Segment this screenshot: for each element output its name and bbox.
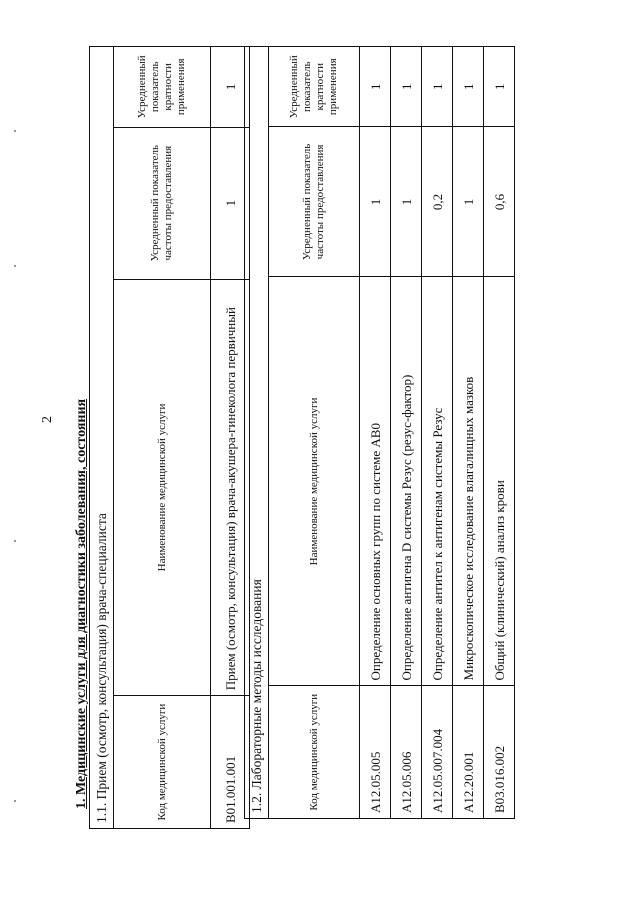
- cell-multiplicity: 1: [484, 47, 515, 127]
- table-title-row: [90, 47, 114, 829]
- cell-code: A12.05.006: [391, 686, 422, 819]
- table-header-row: [269, 47, 360, 819]
- cell-code: B01.001.001: [211, 696, 250, 829]
- cell-multiplicity: 1: [211, 47, 250, 128]
- cell-name: Общий (клинический) анализ крови: [484, 277, 515, 686]
- cell-code: A12.05.005: [360, 686, 391, 819]
- cell-multiplicity: 1: [422, 47, 453, 127]
- cell-frequency: 1: [360, 127, 391, 277]
- table-row: [360, 47, 391, 819]
- section-heading: 1. Медицинские услуги для диагностики заболевания, состояния: [74, 398, 89, 809]
- table-header-row: [114, 47, 211, 829]
- consultation-table: [89, 46, 250, 829]
- cell-code: A12.20.001: [453, 686, 484, 819]
- table-title: 1.1. Прием (осмотр, консультация) врача-специалиста: [90, 47, 114, 829]
- header-code: Код медицинской услуги: [269, 686, 360, 819]
- table-row: [422, 47, 453, 819]
- cell-name: Определение основных групп по системе AB0: [360, 277, 391, 686]
- header-multiplicity: Усредненный показатель кратности применения: [114, 47, 211, 128]
- header-name: Наименование медицинской услуги: [114, 279, 211, 696]
- header-frequency: Усредненный показатель частоты предоставления: [269, 127, 360, 277]
- header-multiplicity: Усредненный показатель кратности применения: [269, 47, 360, 127]
- table-title-row: [245, 47, 269, 819]
- cell-frequency: 1: [211, 127, 250, 279]
- page-number: 2: [40, 416, 55, 423]
- table-row: [453, 47, 484, 819]
- cell-multiplicity: 1: [391, 47, 422, 127]
- cell-name: Микроскопическое исследование влагалищных мазков: [453, 277, 484, 686]
- cell-frequency: 0,6: [484, 127, 515, 277]
- header-frequency: Усредненный показатель частоты предоставления: [114, 127, 211, 279]
- cell-code: A12.05.007.004: [422, 686, 453, 819]
- table-title: 1.2. Лабораторные методы исследования: [245, 47, 269, 819]
- cell-multiplicity: 1: [453, 47, 484, 127]
- cell-frequency: 1: [391, 127, 422, 277]
- cell-code: B03.016.002: [484, 686, 515, 819]
- table-row: [391, 47, 422, 819]
- cell-frequency: 0,2: [422, 127, 453, 277]
- cell-name: Определение антител к антигенам системы Резус: [422, 277, 453, 686]
- cell-multiplicity: 1: [360, 47, 391, 127]
- cell-name: Прием (осмотр, консультация) врача-акушера-гинеколога первичный: [211, 279, 250, 696]
- cell-name: Определение антигена D системы Резус (резус-фактор): [391, 277, 422, 686]
- lab-methods-table: [244, 46, 515, 819]
- cell-frequency: 1: [453, 127, 484, 277]
- header-code: Код медицинской услуги: [114, 696, 211, 829]
- header-name: Наименование медицинской услуги: [269, 277, 360, 686]
- table-row: [484, 47, 515, 819]
